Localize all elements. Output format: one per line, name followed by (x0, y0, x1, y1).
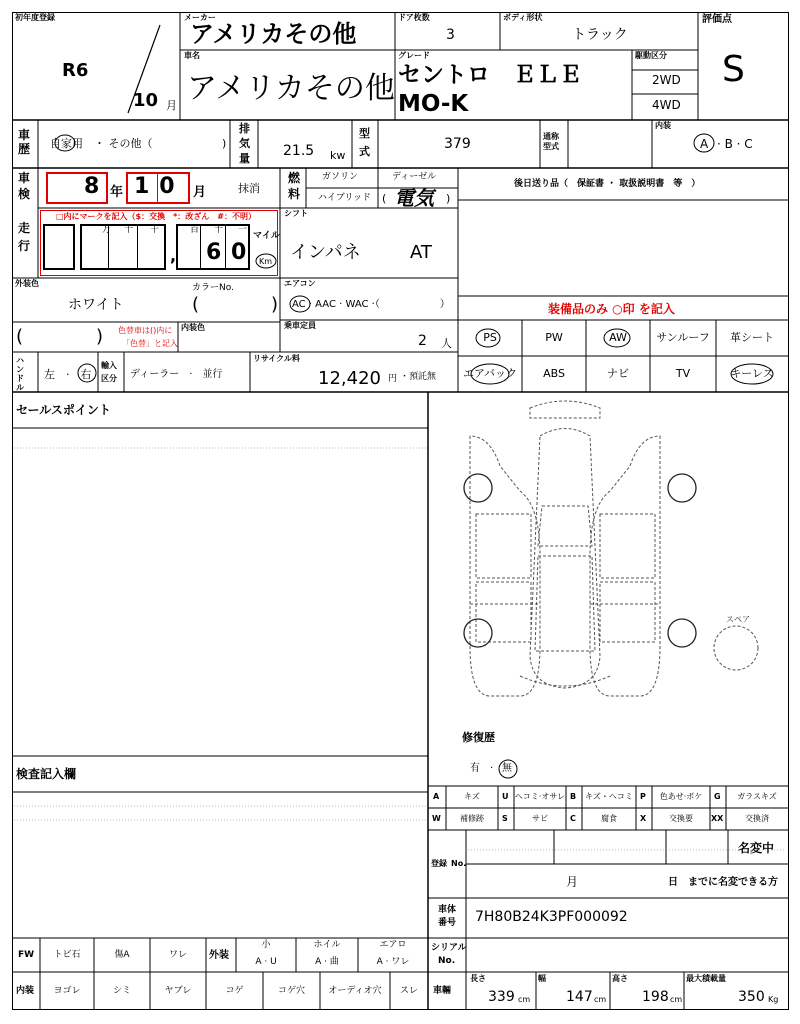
grade-line2: MO-K (398, 91, 469, 117)
ext-small-label: 小 (261, 940, 271, 950)
legend-w-text: 補修跡 (460, 814, 484, 823)
mileage-note: □内にマークを記入（$：交換 *：改ざん #：不明） (56, 212, 257, 221)
recycle-deposit: ・預託無 (400, 372, 437, 382)
fw-crack[interactable]: ワレ (168, 950, 187, 960)
import-options: ディーラー · 並行 (130, 369, 223, 380)
serial-label-1: シリアル (431, 943, 467, 953)
repair-history-label: 修復歴 (462, 731, 495, 744)
int-tear[interactable]: ヤブレ (164, 986, 192, 996)
fuel-hybrid: ハイブリッド (318, 193, 372, 203)
legend-s-code: S (502, 814, 508, 823)
capacity-value: 2 (418, 333, 427, 349)
maker-label: メーカー (184, 13, 216, 22)
displacement-label-2: 気 (239, 137, 250, 150)
legend-u-code: U (502, 792, 509, 801)
mileage-sen-x: 十 (124, 225, 134, 235)
color-change-open: ( (16, 326, 24, 347)
displacement-value: 21.5 (283, 143, 315, 159)
legend-p-text: 色あせ·ボケ (659, 792, 703, 801)
legend-b-code: B (570, 792, 577, 801)
color-no-open: ( (192, 294, 200, 315)
legend-g-text: ガラスキズ (737, 792, 777, 801)
inspection-status: 抹消 (238, 182, 260, 195)
exterior-color-value: ホワイト (68, 297, 124, 313)
fw-scratch[interactable]: 傷A (114, 950, 130, 960)
interior-grade-a: A (700, 137, 709, 151)
model-label-1: 型 (359, 127, 370, 140)
spare-label: スペア (726, 615, 750, 624)
aircon-label: エアコン (284, 279, 316, 288)
capacity-label: 乗車定員 (284, 321, 316, 330)
fw-label: FW (18, 950, 35, 960)
inspection-year-unit: 年 (110, 185, 124, 200)
color-change-note-2: 「色替」と記入 (122, 339, 178, 348)
drive-label: 駆動区分 (635, 51, 667, 60)
legend-b-text: キズ・ヘコミ (585, 792, 633, 801)
drive-2wd: 2WD (652, 73, 681, 87)
mileage-ichi: 一 (238, 225, 248, 235)
mileage-digit-2: 0 (231, 240, 247, 265)
color-no-close: ) (271, 294, 279, 315)
int-burn-hole[interactable]: コゲ穴 (277, 986, 305, 996)
first-reg-year: R6 (62, 60, 89, 81)
equipment-header: 装備品のみ ○印 を記入 (548, 302, 675, 316)
inspection-label-1: 車 (18, 171, 31, 185)
mileage-digit-1: 6 (206, 240, 222, 265)
model-label-2: 式 (359, 145, 370, 158)
mileage-juu: 十 (214, 225, 224, 235)
repair-history-selected[interactable]: 無 (502, 763, 512, 774)
import-label-2: 区分 (101, 374, 117, 383)
doors-label: ドア枚数 (398, 13, 430, 22)
width-label: 幅 (538, 974, 546, 983)
legend-a-text: キズ (464, 792, 480, 801)
int-scuff[interactable]: スレ (399, 986, 418, 996)
height-unit: cm (670, 995, 683, 1004)
mileage-hyaku: 百 (190, 225, 200, 235)
color-no-label: カラーNo. (192, 283, 234, 293)
vin-label-2: 番号 (438, 918, 457, 928)
ext-label: 外装 (209, 950, 229, 961)
repair-history-options: 有 · (470, 763, 494, 774)
length-value: 339 (488, 989, 515, 1005)
legend-xx-code: XX (711, 814, 724, 823)
later-items-label: 後日送り品（ 保証書 ・ 取扱説明書 等 ） (514, 179, 701, 189)
aircon-value: AC · AAC · WAC ·（ ） (292, 299, 450, 310)
equip-abs[interactable]: ABS (543, 367, 565, 380)
equip-sunroof[interactable]: サンルーフ (656, 331, 710, 344)
serial-label-2: No. (438, 956, 456, 966)
equip-navi[interactable]: ナビ (607, 367, 629, 380)
fw-tobiishi[interactable]: トビ石 (53, 950, 81, 960)
mileage-unit-km: Km (259, 257, 273, 266)
fuel-other-open: ( (382, 192, 387, 205)
recycle-unit: 円 (388, 374, 398, 384)
load-label: 最大積載量 (686, 974, 726, 983)
legend-u-text: ヘコミ·オサレ (514, 792, 566, 801)
registration-month-unit: 月 (566, 875, 579, 889)
import-label-1: 輸入 (101, 361, 117, 370)
legend-g-code: G (714, 792, 721, 801)
registration-day-note: 日 までに名変できる方 (668, 877, 778, 888)
legend-c-text: 腐食 (601, 814, 617, 823)
equip-airbag[interactable]: エアバック (462, 367, 518, 380)
registration-label-1: 登録 (431, 859, 447, 868)
legend-a-code: A (433, 792, 440, 801)
inspector-label: 検査記入欄 (16, 767, 77, 781)
displacement-unit: kw (330, 149, 346, 162)
displacement-label-1: 排 (239, 122, 250, 135)
recycle-label: リサイクル料 (253, 354, 300, 363)
legend-x-text: 交換要 (669, 814, 693, 823)
equip-pw[interactable]: PW (545, 331, 563, 344)
mileage-comma: , (170, 246, 177, 265)
grade-label: グレード (398, 51, 430, 60)
first-reg-month-unit: 月 (166, 99, 177, 112)
fuel-other-value: 電気 (394, 186, 434, 210)
load-unit: Kg (768, 995, 779, 1004)
handle-options: 左 · 右 (44, 368, 92, 381)
legend-p-code: P (640, 792, 646, 801)
drive-4wd: 4WD (652, 98, 681, 112)
vin-value: 7H80B24K3PF000092 (475, 909, 628, 925)
recycle-value: 12,420 (318, 368, 381, 389)
legend-c-code: C (570, 814, 576, 823)
car-name-label: 車名 (184, 51, 200, 60)
doors-value: 3 (446, 27, 455, 43)
ext-aero-options[interactable]: A · ワレ (376, 957, 410, 967)
maker-value: アメリカその他 (190, 20, 357, 48)
first-reg-month: 10 (133, 90, 159, 111)
registration-label-2: No. (451, 859, 467, 868)
history-close: ) (222, 137, 227, 150)
ext-aero-label: エアロ (379, 940, 407, 950)
car-name-value: アメリカその他 (187, 71, 395, 106)
body-type-value: トラック (572, 27, 628, 43)
ext-wheel-options[interactable]: A · 曲 (315, 957, 339, 967)
fuel-label-1: 燃 (288, 171, 301, 185)
int-label: 内装 (16, 986, 35, 996)
mileage-man: 万 (102, 225, 112, 235)
fuel-other-close: ) (446, 192, 451, 205)
ext-wheel-label: ホイル (313, 940, 341, 950)
sales-point-label: セールスポイント (16, 403, 111, 417)
model-value: 379 (444, 136, 471, 152)
fuel-diesel: ディーゼル (392, 172, 437, 182)
height-value: 198 (642, 989, 669, 1005)
fuel-label-2: 料 (288, 187, 301, 201)
fuel-gasoline: ガソリン (322, 172, 359, 182)
mileage-label-1: 走 (18, 221, 31, 235)
mileage-label-2: 行 (18, 239, 31, 253)
inspection-label-2: 検 (18, 187, 31, 201)
int-stain[interactable]: シミ (112, 986, 131, 996)
history-value: 自家用 ・ その他（ (50, 137, 153, 150)
mileage-sen: 千 (150, 225, 160, 235)
interior-grade-rest: · B · C (717, 137, 753, 151)
body-type-label: ボディ形状 (503, 13, 543, 22)
handle-label: ハンドル (16, 356, 24, 392)
legend-w-code: W (432, 814, 441, 823)
inspection-month-unit: 月 (193, 185, 207, 200)
color-change-note-1: 色替車は()内に (118, 326, 173, 335)
shift-position: インパネ (290, 242, 361, 263)
inspection-year: 8 (84, 174, 100, 199)
displacement-label-3: 量 (239, 152, 250, 165)
length-unit: cm (518, 995, 531, 1004)
rating-label: 評価点 (702, 14, 732, 25)
legend-s-text: サビ (532, 814, 548, 823)
width-value: 147 (566, 989, 593, 1005)
color-change-close: ) (96, 326, 104, 347)
registration-name-change: 名変中 (738, 841, 775, 855)
vin-label-1: 車体 (438, 905, 457, 915)
equip-tv[interactable]: TV (675, 367, 691, 380)
ext-small-options[interactable]: A · U (255, 957, 277, 967)
equip-leather[interactable]: 革シート (730, 331, 774, 344)
shift-label: シフト (284, 209, 308, 218)
int-audio-hole[interactable]: オーディオ穴 (328, 986, 382, 996)
exterior-color-label: 外装色 (15, 279, 39, 288)
common-model-label: 通称型式 (543, 132, 559, 151)
dimensions-label: 車輛 (433, 986, 452, 996)
load-value: 350 (738, 989, 765, 1005)
first-reg-label: 初年度登録 (15, 13, 55, 22)
equip-ps[interactable]: PS (483, 331, 497, 344)
legend-xx-text: 交換済 (745, 814, 769, 823)
rating-value: S (722, 49, 745, 90)
history-label: 車歴 (18, 128, 31, 156)
legend-x-code: X (640, 814, 647, 823)
mileage-unit-mile: マイル (253, 231, 280, 241)
int-burn[interactable]: コゲ (225, 986, 244, 996)
inspection-month: 10 (134, 174, 185, 199)
interior-label: 内装 (655, 121, 671, 130)
length-label: 長さ (470, 974, 486, 983)
equip-aw[interactable]: AW (609, 331, 627, 344)
int-dirt[interactable]: ヨゴレ (53, 986, 81, 996)
width-unit: cm (594, 995, 607, 1004)
grade-line1: セントロ ＥＬＥ (398, 62, 582, 88)
equip-keyless[interactable]: キーレス (730, 367, 774, 380)
shift-type: AT (410, 242, 432, 263)
height-label: 高さ (612, 974, 628, 983)
interior-color-label: 内装色 (181, 323, 205, 332)
capacity-unit: 人 (441, 337, 452, 350)
